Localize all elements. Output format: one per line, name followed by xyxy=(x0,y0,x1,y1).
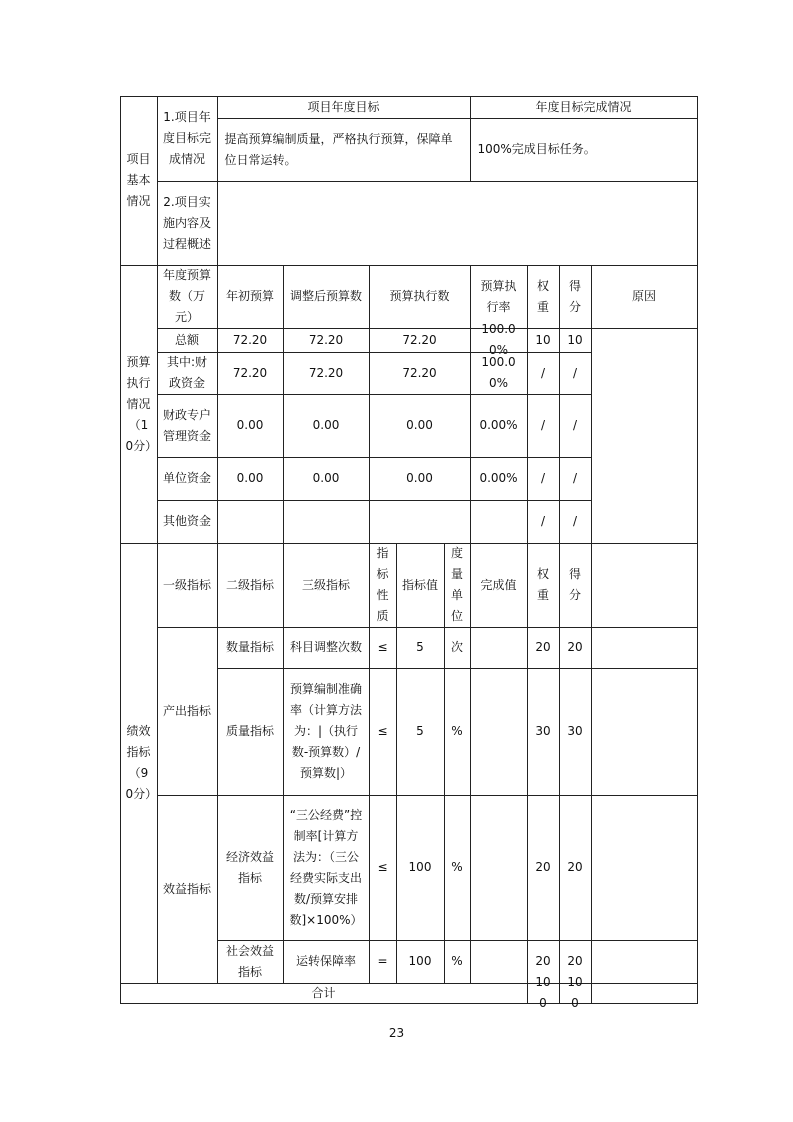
budget-score xyxy=(559,457,592,501)
perf-score-text: 30 xyxy=(567,724,583,738)
perf-unit xyxy=(444,940,471,984)
budget-initial-text: 72.20 xyxy=(232,365,268,380)
section-basic-label-text: 项目基本情况 xyxy=(126,152,151,208)
perf-header-text: 一级指标 xyxy=(162,577,211,592)
perf-header-text: 指标值 xyxy=(401,577,438,592)
perf-unit-text: % xyxy=(451,860,463,874)
perf-level1-text: 产出指标 xyxy=(162,703,211,718)
perf-header-text: 三级指标 xyxy=(301,577,350,592)
perf-value-text: 5 xyxy=(416,724,424,738)
total-weight xyxy=(527,975,560,1010)
budget-weight xyxy=(527,394,560,458)
budget-header xyxy=(217,265,284,329)
section-budget-label xyxy=(120,265,158,544)
budget-score-text: 10 xyxy=(567,332,583,347)
perf-weight xyxy=(527,795,560,941)
budget-row-label-text: 总额 xyxy=(174,332,199,347)
budget-initial-text: 0.00 xyxy=(236,418,264,432)
perf-header xyxy=(559,543,592,628)
budget-rate-text: 0.00% xyxy=(479,471,518,485)
perf-nature-text: = xyxy=(377,954,388,968)
completion-header xyxy=(470,96,698,119)
total-score xyxy=(559,975,592,1010)
perf-weight xyxy=(527,668,560,796)
budget-adjusted xyxy=(283,457,370,501)
perf-header xyxy=(444,543,471,628)
perf-header-text: 指标性质 xyxy=(376,546,389,623)
budget-rate xyxy=(470,394,528,458)
budget-row-label xyxy=(157,500,218,544)
perf-header-text: 得分 xyxy=(568,567,581,602)
budget-header-text: 年初预算 xyxy=(225,289,274,303)
budget-rate-text: 100.00% xyxy=(481,355,516,390)
perf-completed xyxy=(470,940,528,984)
perf-header-text: 度量单位 xyxy=(450,546,463,623)
perf-level3 xyxy=(283,668,370,796)
perf-header xyxy=(283,543,370,628)
perf-level1 xyxy=(157,627,218,796)
perf-level2 xyxy=(217,627,284,669)
budget-initial xyxy=(217,394,284,458)
budget-adjusted xyxy=(283,500,370,544)
perf-unit xyxy=(444,795,471,941)
budget-adjusted-text: 72.20 xyxy=(308,332,344,347)
perf-level2 xyxy=(217,795,284,941)
page-number: 23 xyxy=(388,1026,405,1040)
budget-adjusted-text: 0.00 xyxy=(312,471,340,485)
perf-level3 xyxy=(283,795,370,941)
perf-header xyxy=(396,543,445,628)
perf-score-text: 20 xyxy=(567,640,583,654)
perf-level2-text: 数量指标 xyxy=(225,640,274,654)
section-budget-label-text: 预算执行情况（10分） xyxy=(125,354,158,453)
budget-executed xyxy=(369,352,471,395)
budget-header xyxy=(559,265,592,329)
budget-weight-text: / xyxy=(540,514,546,528)
perf-nature xyxy=(369,627,397,669)
section-perf-label-text: 绩效指标（90分） xyxy=(125,724,158,801)
perf-unit xyxy=(444,668,471,796)
perf-header-text: 完成值 xyxy=(480,577,517,592)
budget-score xyxy=(559,352,592,395)
perf-blank-cell xyxy=(591,795,698,941)
budget-executed xyxy=(369,457,471,501)
budget-weight xyxy=(527,328,560,353)
perf-weight-text: 20 xyxy=(535,860,551,874)
budget-header-text: 得分 xyxy=(568,278,581,314)
budget-adjusted xyxy=(283,394,370,458)
budget-rate xyxy=(470,322,528,357)
perf-header-text: 权重 xyxy=(536,567,549,602)
perf-value xyxy=(396,668,445,796)
perf-header xyxy=(369,543,397,628)
budget-initial xyxy=(217,328,284,353)
perf-completed xyxy=(470,668,528,796)
budget-header-text: 年度预算数（万元） xyxy=(162,268,211,324)
budget-score xyxy=(559,328,592,353)
impl-label xyxy=(157,181,218,266)
budget-weight-text: / xyxy=(540,471,546,485)
perf-unit-text: % xyxy=(451,954,463,968)
budget-weight-text: / xyxy=(540,365,546,380)
perf-score xyxy=(559,668,592,796)
budget-executed-text: 72.20 xyxy=(402,365,437,380)
budget-weight xyxy=(527,457,560,501)
budget-executed xyxy=(369,394,471,458)
budget-adjusted-text: 72.20 xyxy=(308,365,344,380)
budget-rate xyxy=(470,457,528,501)
goal-header-text: 项目年度目标 xyxy=(307,99,380,114)
budget-header xyxy=(591,265,698,329)
budget-header-text: 权重 xyxy=(536,278,549,314)
goal-label-text: 1.项目年度目标完成情况 xyxy=(162,110,211,166)
budget-reason-cell xyxy=(591,328,698,544)
perf-level1 xyxy=(157,795,218,984)
budget-rate-text: 100.00% xyxy=(481,322,516,357)
budget-rate xyxy=(470,352,528,395)
perf-value-text: 5 xyxy=(416,640,424,654)
perf-score xyxy=(559,627,592,669)
perf-completed xyxy=(470,795,528,941)
budget-initial xyxy=(217,457,284,501)
budget-row-label-text: 其中:财政资金 xyxy=(166,355,208,390)
budget-header xyxy=(527,265,560,329)
budget-executed-text: 0.00 xyxy=(406,418,433,432)
perf-blank-cell xyxy=(591,940,698,984)
perf-weight-text: 20 xyxy=(535,954,551,968)
budget-score-text: / xyxy=(572,418,578,432)
budget-weight-text: 10 xyxy=(535,332,551,347)
perf-score-text: 20 xyxy=(567,860,583,874)
perf-level3-text: 预算编制准确率（计算方法为：|（执行数-预算数）/预算数|） xyxy=(289,682,362,780)
budget-score-text: / xyxy=(572,514,578,528)
budget-row-label-text: 其他资金 xyxy=(162,514,211,528)
perf-level2 xyxy=(217,668,284,796)
goal-text-text: 提高预算编制质量，严格执行预算，保障单位日常运转。 xyxy=(224,131,453,167)
perf-level3-text: 运转保障率 xyxy=(295,954,356,968)
budget-row-label xyxy=(157,457,218,501)
budget-header xyxy=(369,265,471,329)
budget-initial-text: 72.20 xyxy=(232,332,268,347)
budget-header-text: 预算执行率 xyxy=(480,278,517,314)
total-label-text: 合计 xyxy=(311,985,336,1000)
perf-level3-text: 科目调整次数 xyxy=(289,640,362,654)
perf-level2-text: 社会效益指标 xyxy=(225,943,274,979)
budget-adjusted xyxy=(283,328,370,353)
completion-header-text: 年度目标完成情况 xyxy=(535,99,632,114)
budget-executed xyxy=(369,328,471,353)
perf-level3 xyxy=(283,940,370,984)
budget-rate-text: 0.00% xyxy=(479,418,518,432)
perf-value xyxy=(396,940,445,984)
section-basic-label xyxy=(120,96,158,266)
perf-level2 xyxy=(217,940,284,984)
impl-text xyxy=(217,181,698,266)
perf-header xyxy=(217,543,284,628)
perf-value-text: 100 xyxy=(408,860,432,874)
budget-header-text: 原因 xyxy=(631,289,656,303)
impl-label-text: 2.项目实施内容及过程概述 xyxy=(162,194,211,251)
perf-weight-text: 20 xyxy=(535,640,551,654)
perf-weight xyxy=(527,627,560,669)
perf-header xyxy=(527,543,560,628)
budget-score-text: / xyxy=(572,471,578,485)
budget-initial-text: 0.00 xyxy=(236,471,264,485)
budget-header-text: 预算执行数 xyxy=(389,289,450,303)
budget-header xyxy=(283,265,370,329)
budget-initial xyxy=(217,500,284,544)
perf-nature-text: ≤ xyxy=(377,860,388,874)
total-weight-text: 100 xyxy=(535,975,551,1010)
budget-executed-text: 72.20 xyxy=(402,332,437,347)
goal-header xyxy=(217,96,471,119)
perf-header xyxy=(157,543,218,628)
budget-row-label xyxy=(157,328,218,353)
perf-level1-text: 效益指标 xyxy=(162,881,211,896)
budget-score xyxy=(559,394,592,458)
perf-level3 xyxy=(283,627,370,669)
budget-executed xyxy=(369,500,471,544)
perf-weight-text: 30 xyxy=(535,724,551,738)
perf-nature xyxy=(369,795,397,941)
budget-header-text: 调整后预算数 xyxy=(289,289,362,303)
perf-completed xyxy=(470,627,528,669)
budget-row-label xyxy=(157,394,218,458)
perf-level2-text: 质量指标 xyxy=(225,724,274,738)
perf-nature xyxy=(369,668,397,796)
perf-blank-cell xyxy=(591,543,698,628)
perf-header xyxy=(470,543,528,628)
perf-header-text: 二级指标 xyxy=(225,577,274,592)
budget-initial xyxy=(217,352,284,395)
budget-row-label-text: 财政专户管理资金 xyxy=(162,407,211,443)
perf-nature xyxy=(369,940,397,984)
completion-text xyxy=(470,118,698,182)
perf-value-text: 100 xyxy=(408,954,432,968)
perf-score xyxy=(559,795,592,941)
budget-weight xyxy=(527,352,560,395)
budget-score xyxy=(559,500,592,544)
perf-blank-cell xyxy=(591,627,698,669)
budget-header xyxy=(157,265,218,329)
budget-executed-text: 0.00 xyxy=(406,471,433,485)
budget-row-label xyxy=(157,352,218,395)
budget-weight-text: / xyxy=(540,418,546,432)
perf-level3-text: “三公经费”控制率[计算方法为：（三公经费实际支出数/预算安排数]×100%） xyxy=(289,807,363,927)
goal-text xyxy=(217,118,471,182)
perf-value xyxy=(396,795,445,941)
perf-score-text: 20 xyxy=(567,954,583,968)
perf-unit-text: % xyxy=(451,724,463,738)
budget-score-text: / xyxy=(572,365,578,380)
budget-adjusted-text: 0.00 xyxy=(312,418,340,432)
budget-weight xyxy=(527,500,560,544)
perf-nature-text: ≤ xyxy=(377,640,388,654)
total-label xyxy=(120,983,528,1004)
perf-value xyxy=(396,627,445,669)
perf-level2-text: 经济效益指标 xyxy=(225,849,274,885)
budget-rate xyxy=(470,500,528,544)
perf-nature-text: ≤ xyxy=(377,724,388,738)
budget-row-label-text: 单位资金 xyxy=(162,471,211,485)
perf-unit-text: 次 xyxy=(450,640,463,654)
perf-blank-cell xyxy=(591,668,698,796)
goal-label xyxy=(157,96,218,182)
completion-text-text: 100%完成目标任务。 xyxy=(477,142,596,156)
total-score-text: 100 xyxy=(567,975,583,1010)
perf-unit xyxy=(444,627,471,669)
section-perf-label xyxy=(120,543,158,984)
total-blank-cell xyxy=(591,983,698,1004)
budget-adjusted xyxy=(283,352,370,395)
